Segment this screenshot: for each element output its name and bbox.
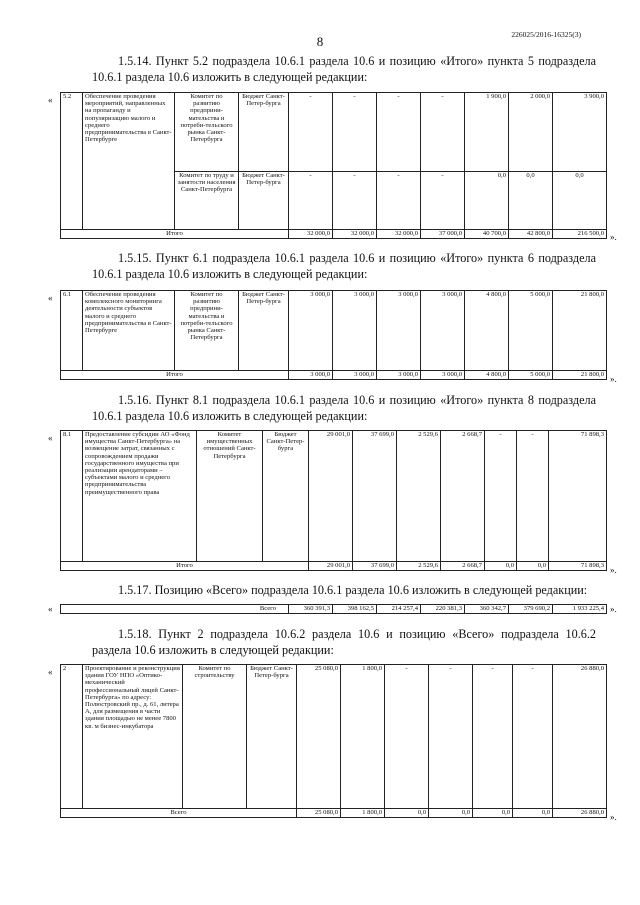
total-value: 4 800,0 [465,371,509,380]
value-cell: 2 668,7 [441,431,485,562]
close-quote: ». [610,604,617,614]
executor-cell: Комитет по строительству [183,665,247,809]
total-value: 0,0 [517,562,549,571]
value-cell: 1 900,0 [465,93,509,172]
total-value: 5 000,0 [509,371,553,380]
total-value: 71 898,3 [549,562,607,571]
total-value: 1 800,0 [341,809,385,818]
item-number: 5.2 [61,93,83,230]
paragraph-1-5-16: 1.5.16. Пункт 8.1 подраздела 10.6.1 раздела 10.6 и позицию «Итого» пункта 8 подраздела 10.6.1 раздела 10.6 изложить в следующей редакции: [92,393,596,423]
total-label: Итого [61,230,289,239]
value-cell: 1 800,0 [341,665,385,809]
value-cell: - [421,172,465,230]
value-cell: - [377,172,421,230]
paragraph-1-5-15: 1.5.15. Пункт 6.1 подраздела 10.6.1 раздела 10.6 и позицию «Итого» пункта 6 подраздела 10.6.1 раздела 10.6 изложить в следующей редакции: [92,251,596,281]
value-cell: - [289,172,333,230]
total-label: Итого [61,371,289,380]
table-item-6-1 [60,290,607,380]
total-value: 32 000,0 [333,230,377,239]
total-value: 360 391,3 [289,605,333,614]
total-value: 3 000,0 [289,371,333,380]
total-value: 379 690,2 [509,605,553,614]
item-number: 8.1 [61,431,83,562]
item-description: Обеспечение проведения мероприятий, направленных на пропаганду и популяризацию малого и среднего предпринимательства в Санкт-Петербурге [83,93,175,230]
value-cell: 0,0 [465,172,509,230]
total-value: 1 933 225,4 [553,605,607,614]
value-cell: - [513,665,553,809]
funding-source-cell: Бюджет Санкт-Петер-бурга [247,665,297,809]
executor-cell: Комитет по развитию предприни-мательства и потреби-тельского рынка Санкт-Петербурга [175,93,239,172]
table-item-2 [60,664,607,818]
value-cell: 26 880,0 [553,665,607,809]
table-grand-total [60,604,607,614]
value-cell: - [385,665,429,809]
total-value: 32 000,0 [289,230,333,239]
total-value: 26 880,0 [553,809,607,818]
value-cell: - [377,93,421,172]
paragraph-1-5-14: 1.5.14. Пункт 5.2 подраздела 10.6.1 раздела 10.6 и позицию «Итого» пункта 5 подраздела 10.6.1 раздела 10.6 изложить в следующей редакции: [92,54,596,84]
value-cell: 3 000,0 [377,291,421,371]
total-value: 0,0 [429,809,473,818]
item-number: 6.1 [61,291,83,371]
total-value: 216 500,0 [553,230,607,239]
value-cell: 5 000,0 [509,291,553,371]
total-value: 21 800,0 [553,371,607,380]
value-cell: - [517,431,549,562]
value-cell: - [289,93,333,172]
total-value: 3 000,0 [377,371,421,380]
close-quote: ». [610,374,617,384]
total-value: 0,0 [473,809,513,818]
item-description: Обеспечение проведения комплексного мониторинга деятельности субъектов малого и среднего предпринимательства в Санкт-Петербурге [83,291,175,371]
open-quote: « [48,604,53,614]
table-item-8-1 [60,430,607,571]
value-cell: 4 800,0 [465,291,509,371]
funding-source-cell: Бюджет Санкт-Петер-бурга [239,291,289,371]
executor-cell: Комитет по труду и занятости населения Санкт-Петербурга [175,172,239,230]
item-number: 2 [61,665,83,809]
paragraph-1-5-18: 1.5.18. Пункт 2 подраздела 10.6.2 раздела 10.6 и позицию «Всего» подраздела 10.6.2 раздела 10.6 изложить в следующей редакции: [92,627,596,657]
total-value: 37 000,0 [421,230,465,239]
value-cell: 25 080,0 [297,665,341,809]
total-value: 0,0 [513,809,553,818]
total-value: 3 000,0 [333,371,377,380]
total-value: 220 381,3 [421,605,465,614]
executor-cell: Комитет по развитию предприни-мательства и потреби-тельского рынка Санкт-Петербурга [175,291,239,371]
total-value: 0,0 [485,562,517,571]
value-cell: 3 000,0 [333,291,377,371]
value-cell: 0,0 [509,172,553,230]
funding-source-cell: Бюджет Санкт-Петер-бурга [239,172,289,230]
item-description: Предоставление субсидии АО «Фонд имущества Санкт-Петербурга» на возмещение затрат, связанных с сопровождением продажи государственного имущества при реализации арендаторами – субъектами малого и среднего предпринимательства преимущественного права [83,431,197,562]
value-cell: 3 000,0 [421,291,465,371]
funding-source-cell: Бюджет Санкт-Петер-бурга [239,93,289,172]
total-label: Итого [61,562,309,571]
page-number: 8 [316,34,324,49]
value-cell: 3 900,0 [553,93,607,172]
value-cell: - [333,172,377,230]
close-quote: ». [610,232,617,242]
open-quote: « [48,95,53,105]
total-value: 3 000,0 [421,371,465,380]
open-quote: « [48,667,53,677]
total-value: 29 001,0 [309,562,353,571]
value-cell: 71 898,3 [549,431,607,562]
total-value: 25 080,0 [297,809,341,818]
open-quote: « [48,293,53,303]
value-cell: - [429,665,473,809]
open-quote: « [48,433,53,443]
document-id: 226025/2016-16325(3) [511,30,581,39]
table-item-5-2 [60,92,607,239]
item-description: Проектирование и реконструкция здания ГОУ НПО «Оптико-механический профессиональный лицей Санкт-Петербурга» по адресу: Полюстровский пр., д. 61, литера А, для размещения в части здания площадью не менее 7800 кв. м бизнес-инкубатора [83,665,183,809]
total-value: 398 162,5 [333,605,377,614]
value-cell: 3 000,0 [289,291,333,371]
total-value: 42 800,0 [509,230,553,239]
close-quote: ». [610,812,617,822]
value-cell: 2 000,0 [509,93,553,172]
funding-source-cell: Бюджет Санкт-Петер-бурга [263,431,309,562]
value-cell: - [421,93,465,172]
total-value: 0,0 [385,809,429,818]
value-cell: 0,0 [553,172,607,230]
value-cell: 2 529,6 [397,431,441,562]
total-label: Всего [61,809,297,818]
total-value: 214 257,4 [377,605,421,614]
value-cell: - [333,93,377,172]
total-value: 2 668,7 [441,562,485,571]
total-value: 32 000,0 [377,230,421,239]
close-quote: ». [610,565,617,575]
value-cell: 29 001,0 [309,431,353,562]
paragraph-1-5-17: 1.5.17. Позицию «Всего» подраздела 10.6.1 раздела 10.6 изложить в следующей редакции: [118,583,588,597]
total-value: 37 699,0 [353,562,397,571]
total-value: 40 700,0 [465,230,509,239]
value-cell: - [473,665,513,809]
value-cell: 21 800,0 [553,291,607,371]
value-cell: 37 699,0 [353,431,397,562]
total-label: Всего [61,605,289,614]
total-value: 360 342,7 [465,605,509,614]
executor-cell: Комитет имущественных отношений Санкт-Петербурга [197,431,263,562]
total-value: 2 529,6 [397,562,441,571]
value-cell: - [485,431,517,562]
